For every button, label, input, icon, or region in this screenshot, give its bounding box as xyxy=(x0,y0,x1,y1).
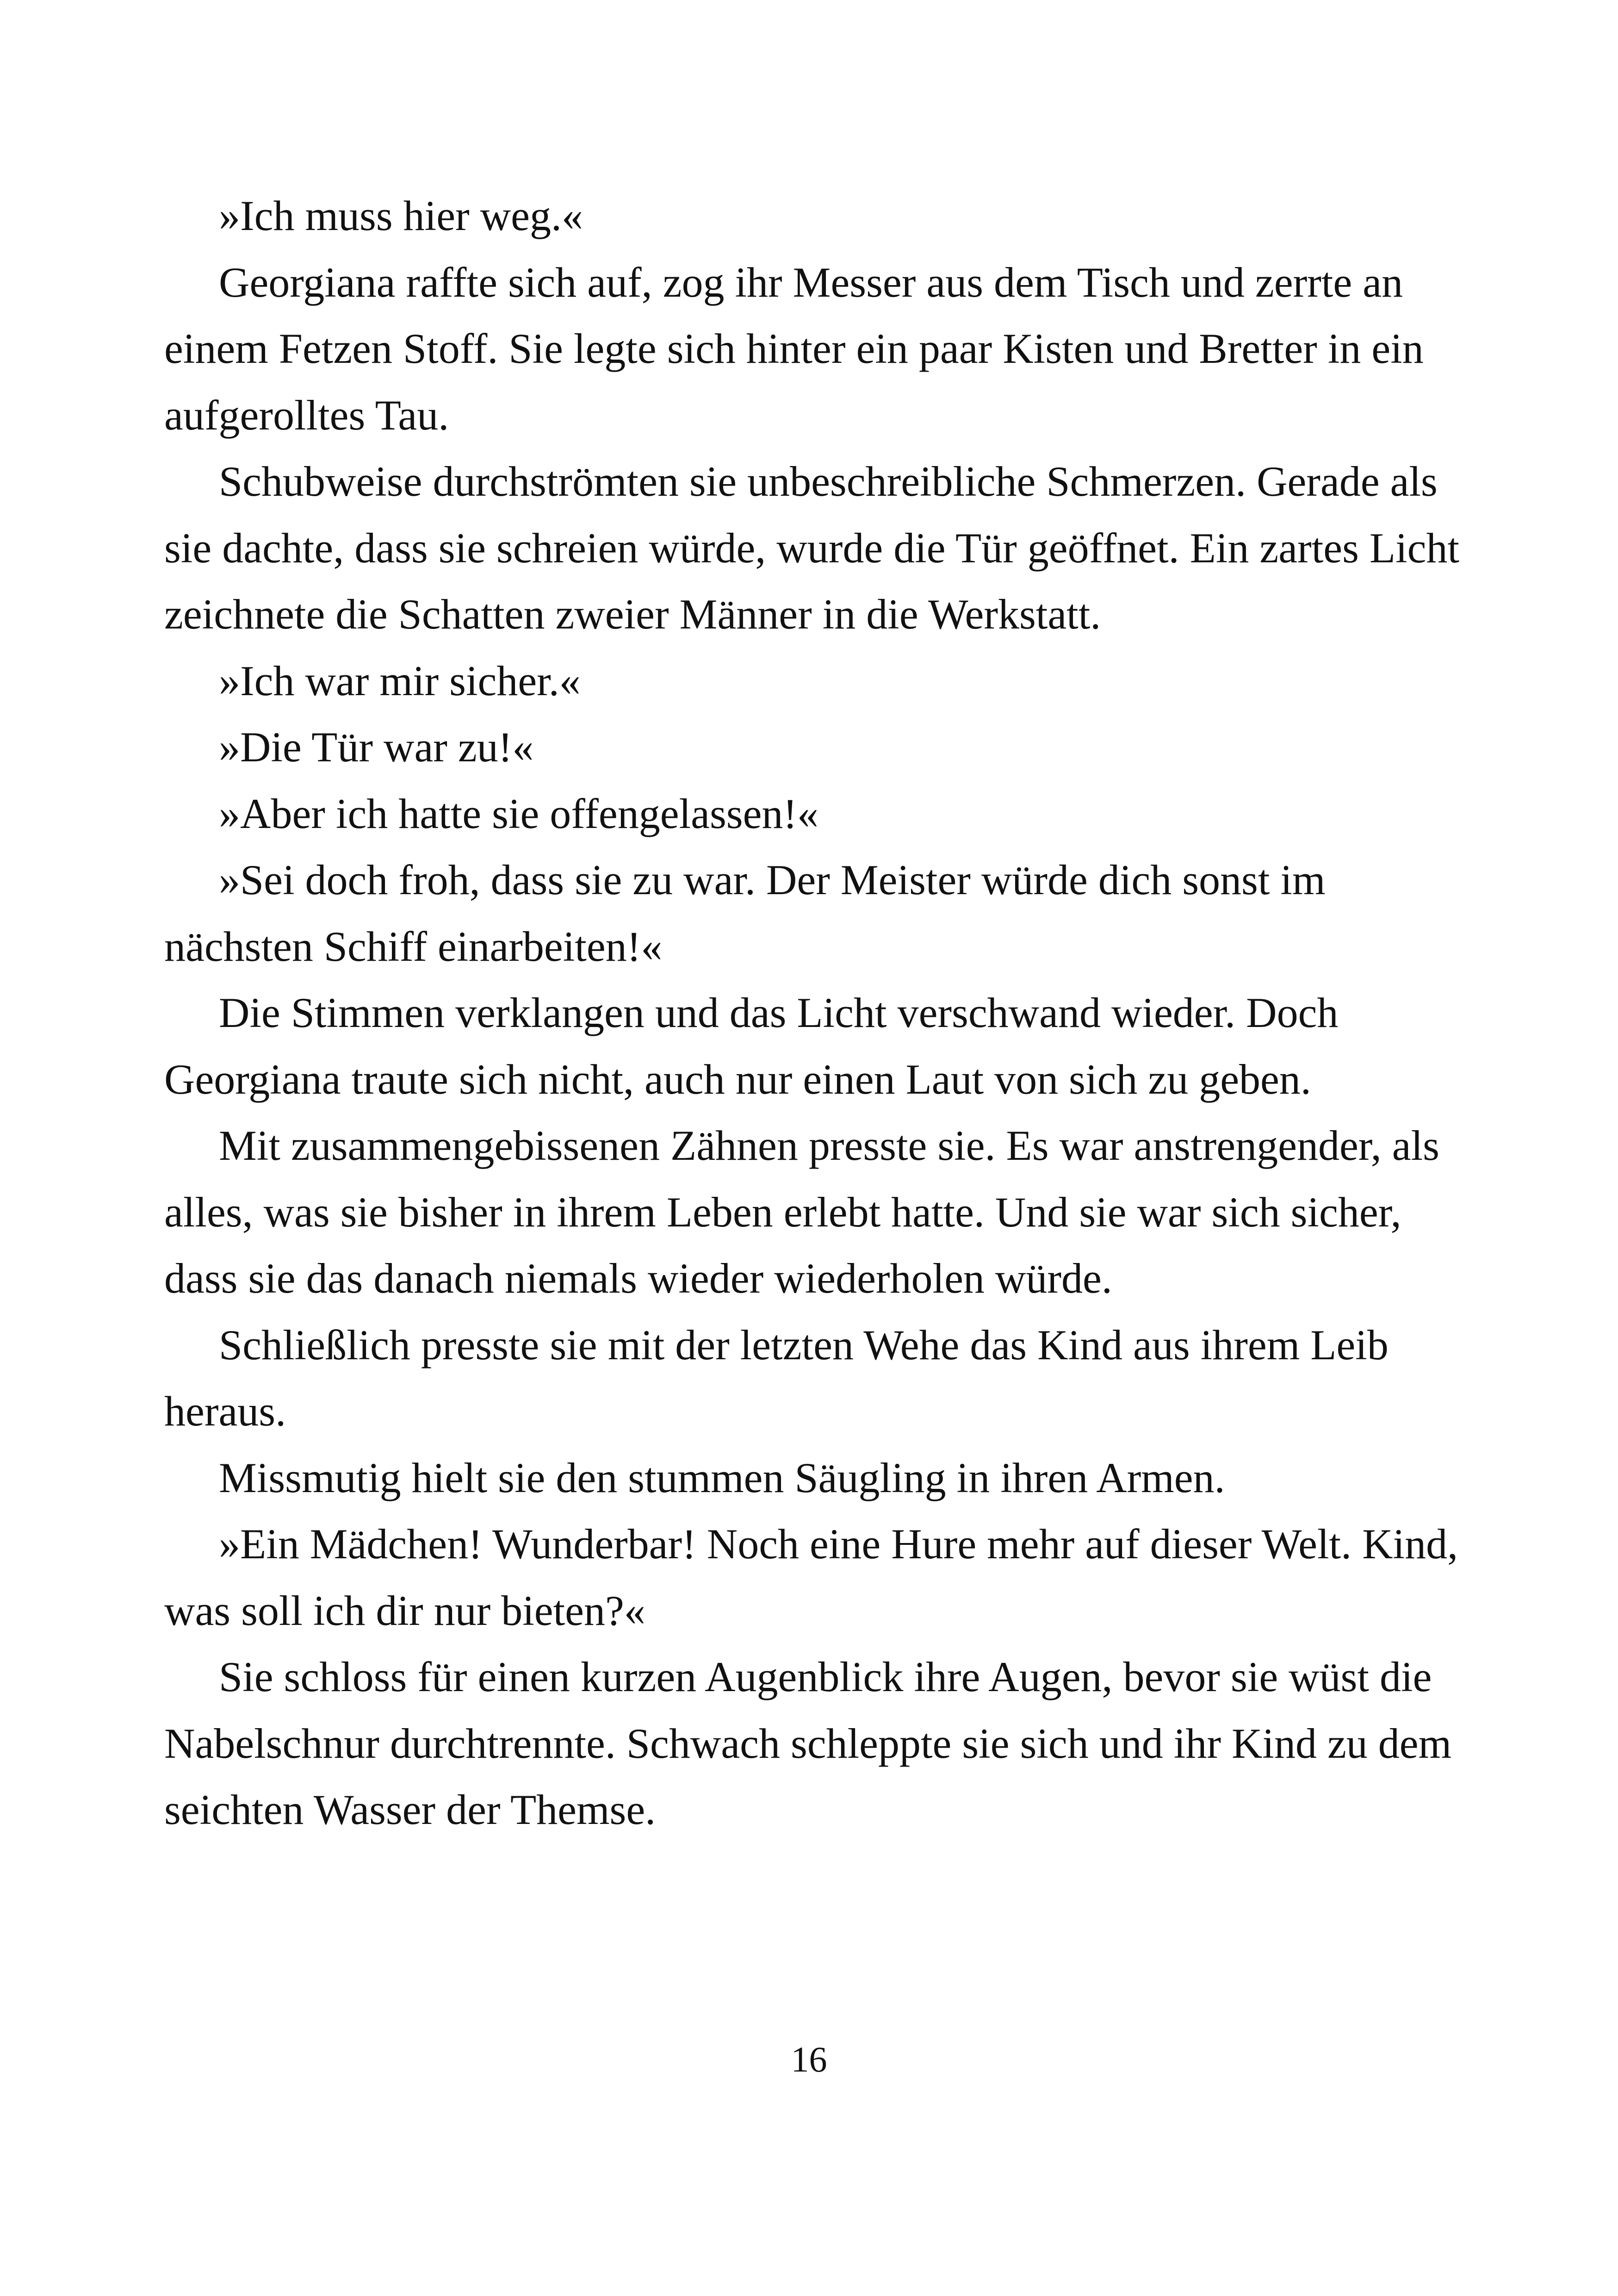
paragraph: Schubweise durchströmten sie unbeschreibliche Schmerzen. Gerade als sie dachte, dass sie schreien würde, wurde die Tür geöffnet. Ein zartes Licht zeichnete die Schatten zweier Männer in die Werkstatt. xyxy=(164,458,1460,638)
paragraph: Missmutig hielt sie den stummen Säugling in ihren Armen. xyxy=(219,1454,1225,1501)
paragraph: »Die Tür war zu!« xyxy=(219,723,534,771)
paragraph: »Ich muss hier weg.« xyxy=(219,192,583,239)
paragraph: »Ein Mädchen! Wunderbar! Noch eine Hure mehr auf dieser Welt. Kind, was soll ich dir nur bieten?« xyxy=(164,1520,1458,1634)
page-number: 16 xyxy=(791,2039,827,2079)
paragraph: Die Stimmen verklangen und das Licht verschwand wieder. Doch Georgiana traute sich nicht, auch nur einen Laut von sich zu geben. xyxy=(164,989,1339,1103)
paragraph: Sie schloss für einen kurzen Augenblick ihre Augen, bevor sie wüst die Nabelschnur durchtrennte. Schwach schleppte sie sich und ihr Kind zu dem seichten Wasser der Themse. xyxy=(164,1653,1452,1833)
paragraph: Georgiana raffte sich auf, zog ihr Messer aus dem Tisch und zerrte an einem Fetzen Stoff. Sie legte sich hinter ein paar Kisten und Bretter in ein aufgerolltes Tau. xyxy=(164,258,1424,439)
paragraph: Schließlich presste sie mit der letzten Wehe das Kind aus ihrem Leib heraus. xyxy=(164,1321,1389,1435)
body-text xyxy=(164,183,1460,1843)
paragraph: »Ich war mir sicher.« xyxy=(219,657,581,704)
paragraph: »Sei doch froh, dass sie zu war. Der Meister würde dich sonst im nächsten Schiff einarbeiten!« xyxy=(164,856,1326,970)
paragraph: Mit zusammengebissenen Zähnen presste sie. Es war anstrengender, als alles, was sie bisher in ihrem Leben erlebt hatte. Und sie war sich sicher, dass sie das danach niemals wieder wiederholen würde. xyxy=(164,1122,1439,1302)
paragraph: »Aber ich hatte sie offengelassen!« xyxy=(219,790,819,837)
